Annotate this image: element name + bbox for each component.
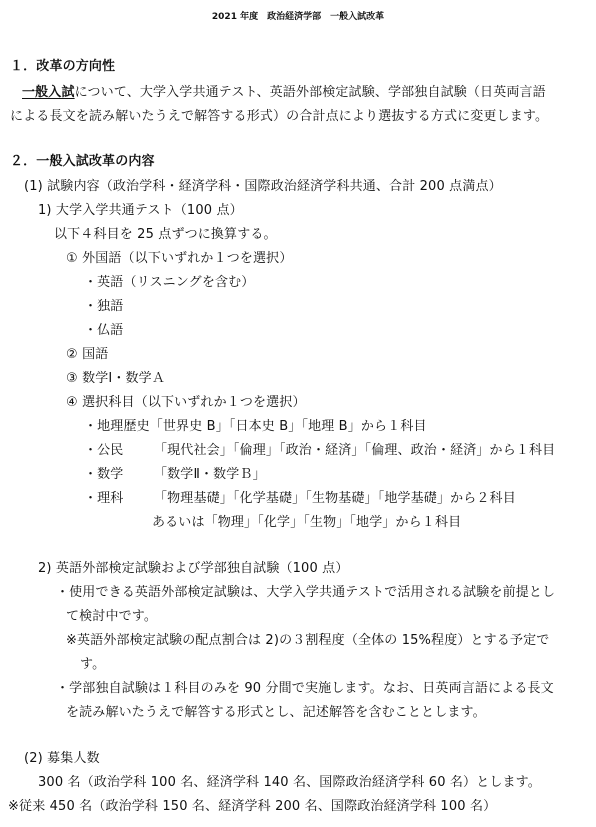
option-civics-label: ・公民 [84,443,124,458]
section1-lead-rest: について、大学入学共通テスト、英語外部検定試験、学部独自試験（日英両言語 [74,85,546,100]
option-science-text: 「物理基礎」「化学基礎」「生物基礎」「地学基礎」から２科目 [154,491,516,506]
item2-paragraph2-line1: ・学部独自試験は１科目のみを 90 分間で実施します。なお、日英両言語による長文 [56,681,554,696]
item1-description: 以下４科目を 25 点ずつに換算する。 [54,227,277,242]
subject-german: ・独語 [84,299,124,314]
option-science-label: ・理科 [84,491,124,506]
enrollment-previous-note: ※従来 450 名（政治学科 150 名、経済学科 200 名、国際政治経済学科 100 名） [8,799,497,814]
item2-note-line2: す。 [80,657,106,672]
subsection1-title: (1) 試験内容（政治学科・経済学科・国際政治経済学科共通、合計 200 点満点） [24,179,502,194]
section2-heading: ２．一般入試改革の内容 [10,154,155,169]
subject-french: ・仏語 [84,323,124,338]
subject-english: ・英語（リスニングを含む） [84,275,255,290]
subject-elective: ④ 選択科目（以下いずれか１つを選択） [66,395,306,410]
subject-japanese: ② 国語 [66,347,109,362]
item2-paragraph2-line2: を読み解いたうえで解答する形式とし、記述解答を含むこととします。 [66,705,486,720]
option-math-label: ・数学 [84,467,124,482]
section1-paragraph-line1 [22,84,546,102]
subject-math: ③ 数学Ⅰ・数学Ａ [66,371,165,386]
item2-paragraph1-line1: ・使用できる英語外部検定試験は、大学入学共通テストで活用される試験を前提とし [56,585,556,600]
emphasis-general-exam: 一般入試 [22,85,75,100]
item2-paragraph1-line2: て検討中です。 [66,609,158,624]
item1-title: 1) 大学入学共通テスト（100 点） [38,203,243,218]
subsection2-title: (2) 募集人数 [24,751,100,766]
enrollment-description: 300 名（政治学科 100 名、経済学科 140 名、国際政治経済学科 60 名）とします。 [38,775,541,790]
option-science-text-alt: あるいは「物理」「化学」「生物」「地学」から１科目 [152,515,462,530]
page-title: 2021 年度 政治経済学部 一般入試改革 [211,12,385,22]
option-geography-history: ・地理歴史「世界史 B」「日本史 B」「地理 B」から１科目 [84,419,427,434]
item2-title: 2) 英語外部検定試験および学部独自試験（100 点） [38,561,349,576]
option-civics-text: 「現代社会」「倫理」「政治・経済」「倫理、政治・経済」から１科目 [154,443,556,458]
section1-paragraph-line2: による長文を読み解いたうえで解答する形式）の合計点により選抜する方式に変更します。 [10,109,549,124]
subject-foreign-language: ① 外国語（以下いずれか１つを選択） [66,251,293,266]
option-math-text: 「数学Ⅱ・数学Ｂ」 [154,467,266,482]
item2-note-line1: ※英語外部検定試験の配点割合は 2)の３割程度（全体の 15%程度）とする予定で [66,633,550,648]
section1-heading: １．改革の方向性 [10,59,116,74]
